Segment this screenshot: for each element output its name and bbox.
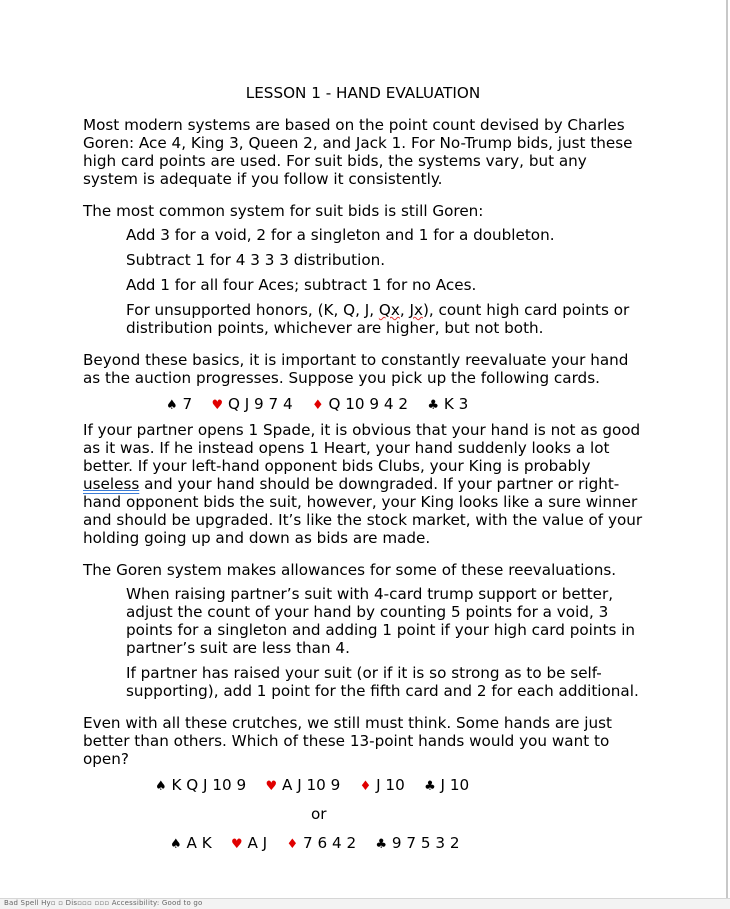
rule-void: Add 3 for a void, 2 for a singleton and 1 for a doubleton.	[126, 226, 555, 244]
club-icon: ♣	[424, 779, 436, 794]
paragraph-intro: Most modern systems are based on the point count devised by Charles Goren: Ace 4, King 3, Queen 2, and Jack 1. For No-Trump bids, just these high card points are used. For suit bids, the systems vary, but any system is adequate if you follow it consistently.	[83, 116, 633, 188]
heart-icon: ♥	[211, 398, 224, 413]
spade-icon: ♠	[155, 779, 167, 794]
rule-unsupported-honors	[83, 301, 643, 337]
paragraph-goren: The most common system for suit bids is still Goren:	[83, 202, 484, 220]
grammar-flag-useless[interactable]: useless	[83, 475, 140, 493]
diamonds-cards: J 10	[371, 776, 405, 794]
diamonds-cards: 7 6 4 2	[298, 834, 357, 852]
diamond-icon: ♦	[359, 779, 372, 794]
rule-raising-partner: When raising partner’s suit with 4-card trump support or better, adjust the count of your hand by counting 5 points for a void, 3 points for a singleton and adding 1 point if your high card points in partner’s suit are less than 4.	[126, 585, 636, 657]
hand-example-1	[83, 393, 643, 417]
hand-example-2	[83, 774, 643, 798]
heart-icon: ♥	[265, 779, 278, 794]
club-icon: ♣	[375, 837, 388, 852]
lesson-title: LESSON 1 - HAND EVALUATION	[245, 84, 481, 102]
heart-icon: ♥	[230, 837, 243, 852]
page-edge	[726, 0, 728, 900]
hand-example-3	[83, 832, 643, 856]
spades-cards: 7	[177, 395, 193, 413]
paragraph-allowances: The Goren system makes allowances for some of these reevaluations.	[83, 561, 617, 579]
rule-text-b: ,	[399, 301, 410, 319]
diamond-icon: ♦	[312, 398, 324, 413]
status-bar-text[interactable]: Bad Spell Hy▫ ▫ Dis▫▫▫ ▫▫▫ Accessibility: Good to go	[4, 899, 203, 907]
paragraph-crutches: Even with all these crutches, we still must think. Some hands are just better than others. Which of these 13-point hands would you want to open?	[83, 714, 612, 768]
club-icon: ♣	[427, 398, 440, 413]
hearts-cards: A J 10 9	[277, 776, 341, 794]
spade-icon: ♠	[166, 398, 178, 413]
clubs-cards: J 10	[435, 776, 470, 794]
paragraph-partner-opens	[83, 421, 643, 547]
spades-cards: A K	[181, 834, 212, 852]
hearts-cards: A J	[242, 834, 268, 852]
spelling-flag-jx[interactable]: Jx	[409, 301, 423, 319]
spade-icon: ♠	[170, 837, 182, 852]
spelling-flag-qx[interactable]: Qx	[378, 301, 400, 319]
spades-cards: K Q J 10 9	[166, 776, 247, 794]
or-separator: or	[311, 805, 327, 823]
rule-text-a: For unsupported honors, (K, Q, J,	[126, 301, 379, 319]
paragraph-text-b: and your hand should be downgraded. If your partner or right-hand opponent bids the suit, however, your King looks like a sure winner and should be upgraded. It’s like the stock market, with the value of your holding going up and down as bids are made.	[83, 475, 643, 547]
hearts-cards: Q J 9 7 4	[223, 395, 293, 413]
diamond-icon: ♦	[286, 837, 299, 852]
rule-text-c: ), count high card points or distribution points, whichever are higher, but not both.	[126, 301, 630, 337]
diamonds-cards: Q 10 9 4 2	[323, 395, 409, 413]
rule-aces: Add 1 for all four Aces; subtract 1 for no Aces.	[126, 276, 477, 294]
document-body	[83, 84, 643, 860]
paragraph-text-a: If your partner opens 1 Spade, it is obvious that your hand is not as good as it was. If he instead opens 1 Heart, your hand suddenly looks a lot better. If your left-hand opponent bids Clubs, your King is probably	[83, 421, 641, 475]
clubs-cards: 9 7 5 3 2	[387, 834, 460, 852]
clubs-cards: K 3	[439, 395, 469, 413]
rule-4333: Subtract 1 for 4 3 3 3 distribution.	[126, 251, 386, 269]
rule-partner-raised: If partner has raised your suit (or if it is so strong as to be self-supporting), add 1 point for the fifth card and 2 for each additional.	[126, 664, 639, 700]
paragraph-reevaluate: Beyond these basics, it is important to constantly reevaluate your hand as the auction progresses. Suppose you pick up the following cards.	[83, 351, 629, 387]
